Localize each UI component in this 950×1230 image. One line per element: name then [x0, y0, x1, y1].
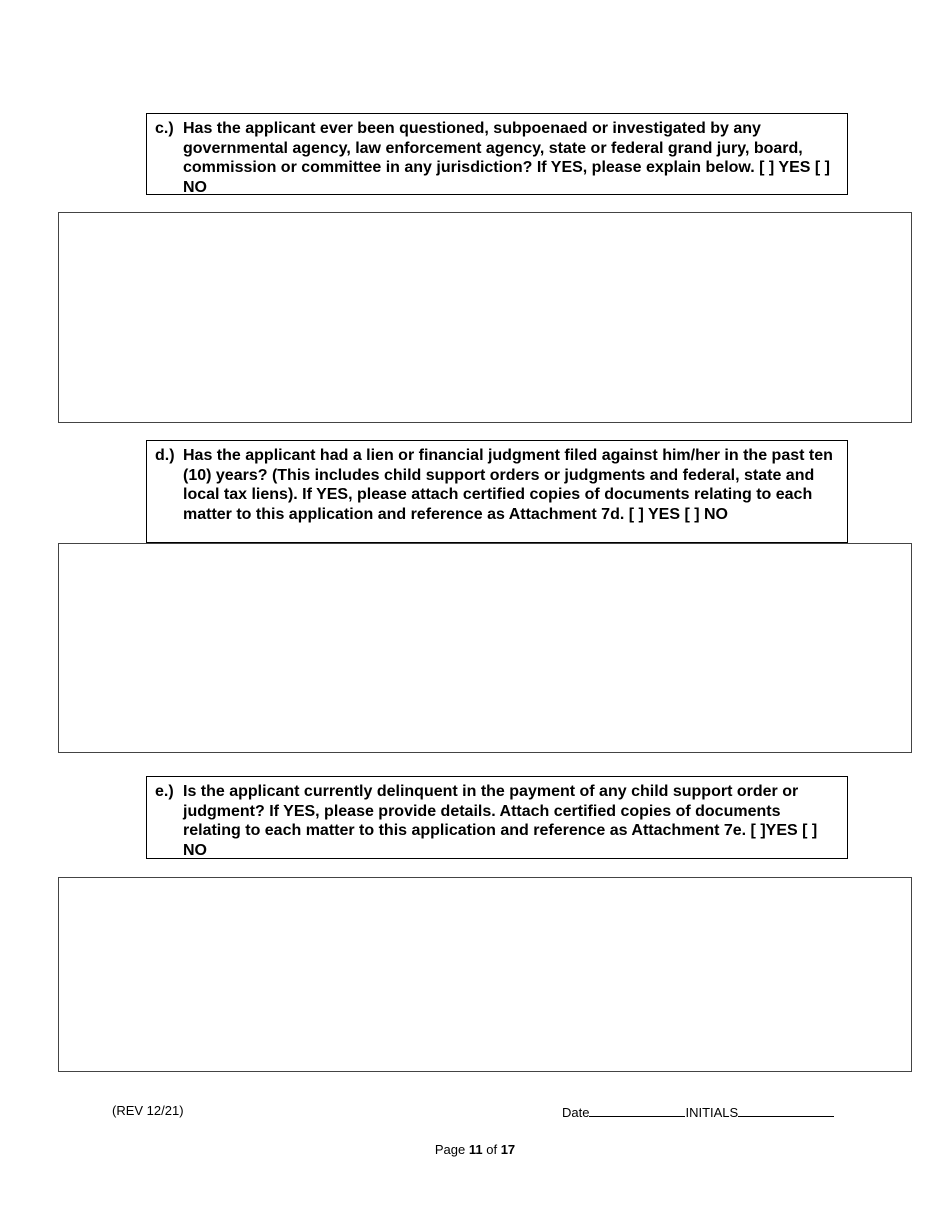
page-number	[0, 1142, 950, 1157]
question-label: e.)	[155, 783, 174, 800]
total-pages: 17	[500, 1142, 516, 1157]
signoff-line	[562, 1103, 834, 1120]
answer-e-field[interactable]	[58, 877, 912, 1072]
question-text: Is the applicant currently delinquent in the payment of any child support order or judgment? If YES, please provide details. Attach certified copies of documents relating to each matter to this application and reference as Attachment 7e. [ ]YES [ ] NO	[183, 783, 818, 859]
question-label: c.)	[155, 120, 174, 137]
initials-field[interactable]	[738, 1103, 834, 1117]
of-word: of	[486, 1142, 498, 1157]
question-label: d.)	[155, 447, 175, 464]
date-field[interactable]	[589, 1103, 685, 1117]
current-page: 11	[468, 1142, 483, 1157]
question-c-box	[146, 113, 848, 195]
question-text: Has the applicant had a lien or financial judgment filed against him/her in the past ten (10) years? (This includes child support orders or judgments and federal, state and local tax liens). If YES, please attach certified copies of documents relating to each matter to this application and reference as Attachment 7d. [ ] YES [ ] NO	[183, 447, 833, 523]
initials-label: INITIALS	[685, 1105, 739, 1120]
answer-d-field[interactable]	[58, 543, 912, 753]
question-text: Has the applicant ever been questioned, subpoenaed or investigated by any governmental agency, law enforcement agency, state or federal grand jury, board, commission or committee in any jurisdiction? If YES, please explain below. [ ] YES [ ] NO	[183, 120, 830, 196]
revision-label: (REV 12/21)	[112, 1103, 184, 1118]
question-d-box	[146, 440, 848, 543]
date-label: Date	[562, 1105, 590, 1120]
page-word: Page	[434, 1142, 466, 1157]
answer-c-field[interactable]	[58, 212, 912, 423]
question-e-box	[146, 776, 848, 859]
